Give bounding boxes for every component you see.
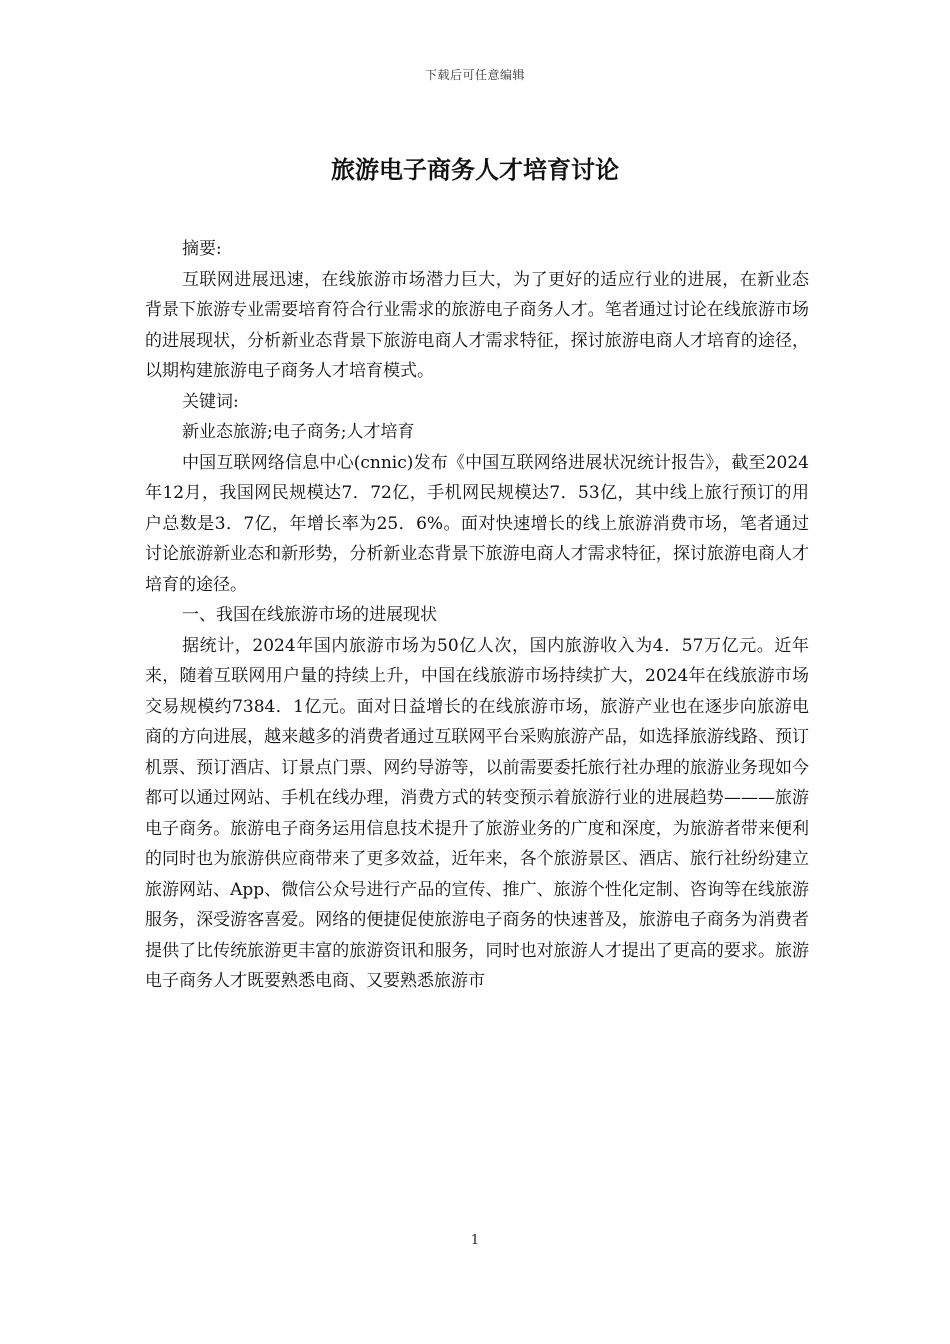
keywords-list: 新业态旅游;电子商务;人才培育	[182, 422, 415, 442]
section-heading: 一、我国在线旅游市场的进展现状	[182, 605, 437, 625]
abstract-paragraph: 互联网进展迅速，在线旅游市场潜力巨大，为了更好的适应行业的进展，在新业态背景下旅游专业需要培育符合行业需求的旅游电子商务人才。笔者通过讨论在线旅游市场的进展现状，分析新业态背景下旅游电商人才需求特征，探讨旅游电商人才培育的途径，以期构建旅游电子商务人才培育模式。	[145, 269, 809, 381]
keywords-heading: 关键词:	[182, 391, 239, 412]
document-title: 旅游电子商务人才培育讨论	[331, 155, 619, 184]
intro-paragraph: 中国互联网络信息中心(cnnic)发布《中国互联网络进展状况统计报告》，截至2024年12月，我国网民规模达7．72亿，手机网民规模达7．53亿，其中线上旅行预订的用户总数是3．7亿，年增长率为25．6%。面对快速增长的线上旅游消费市场，笔者通过讨论旅游新业态和新形势，分析新业态背景下旅游电商人才需求特征，探讨旅游电商人才培育的途径。	[145, 452, 809, 595]
section-paragraph: 据统计，2024年国内旅游市场为50亿人次，国内旅游收入为4．57万亿元。近年来，随着互联网用户量的持续上升，中国在线旅游市场持续扩大，2024年在线旅游市场交易规模约7384．1亿元。面对日益增长的在线旅游市场，旅游产业也在逐步向旅游电商的方向进展，越来越多的消费者通过互联网平台采购旅游产品，如选择旅游线路、预订机票、预订酒店、订景点门票、网约导游等，以前需要委托旅行社办理的旅游业务现如今都可以通过网站、手机在线办理，消费方式的转变预示着旅游行业的进展趋势———旅游电子商务。旅游电子商务运用信息技术提升了旅游业务的广度和深度，为旅游者带来便利的同时也为旅游供应商带来了更多效益，近年来，各个旅游景区、酒店、旅行社纷纷建立旅游网站、App、微信公众号进行产品的宣传、推广、旅游个性化定制、咨询等在线旅游服务，深受游客喜爱。网络的便捷促使旅游电子商务的快速普及，旅游电子商务为消费者提供了比传统旅游更丰富的旅游资讯和服务，同时也对旅游人才提出了更高的要求。旅游电子商务人才既要熟悉电商、又要熟悉旅游市	[145, 635, 809, 991]
header-note: 下载后可任意编辑	[424, 68, 525, 82]
abstract-heading: 摘要:	[182, 239, 222, 259]
page-number: 1	[470, 1233, 480, 1248]
document-body	[145, 234, 809, 997]
